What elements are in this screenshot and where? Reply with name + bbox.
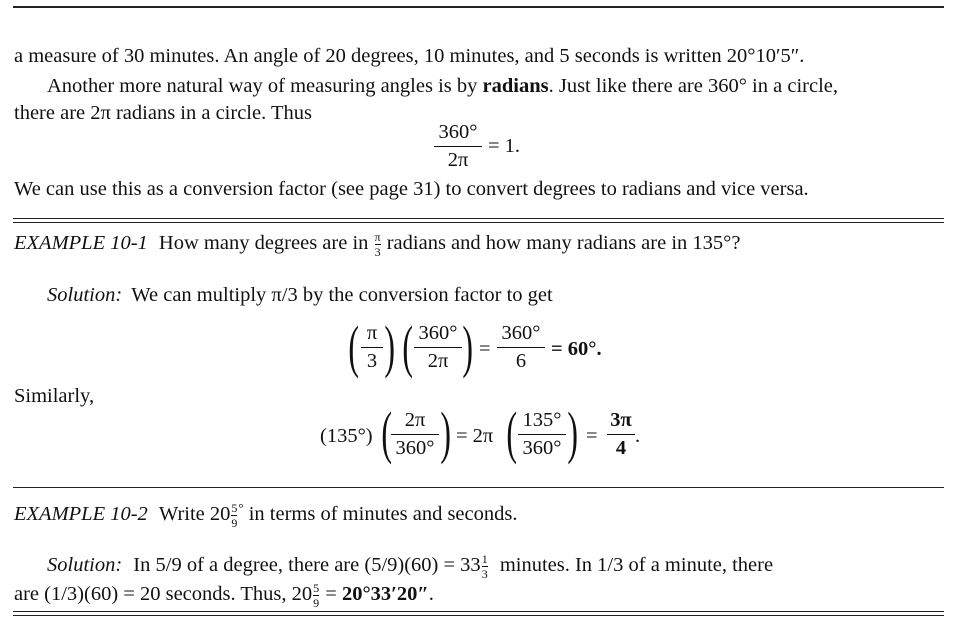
eq-a-frac-3 xyxy=(497,323,545,371)
five-ninths-fraction xyxy=(313,582,319,609)
solution-end: . xyxy=(428,583,434,606)
frac-den: 3 xyxy=(366,349,378,372)
intro-line-2-pre: Another more natural way of measuring angles is by xyxy=(47,75,483,97)
paren-open: ( xyxy=(506,400,517,465)
intro-line-3: there are 2π radians in a circle. Thus xyxy=(14,102,312,124)
frac-bar xyxy=(361,347,383,348)
conversion-denominator: 2π xyxy=(447,148,469,171)
frac-bar xyxy=(391,434,439,435)
example1-solution xyxy=(47,284,553,307)
example2-solution-line-2 xyxy=(14,582,434,609)
frac-den: 3 xyxy=(374,245,381,259)
example1-rule-bottom xyxy=(13,222,944,223)
example2-solution-line-1 xyxy=(47,553,773,580)
similarly-label: Similarly, xyxy=(14,385,95,407)
example1-question-pre: How many degrees are in xyxy=(158,232,369,255)
example2-question xyxy=(14,500,517,529)
eq-b-result-fraction xyxy=(607,410,635,458)
frac-bar xyxy=(497,347,545,348)
eq-b-mid: = 2π xyxy=(456,425,494,447)
intro-line-1: a measure of 30 minutes. An angle of 20 degrees, 10 minutes, and 5 seconds is written 20°10′5″. xyxy=(14,45,805,67)
conversion-rhs: = 1. xyxy=(488,135,521,157)
solution-line-2-equals: = xyxy=(325,583,337,606)
example2-question-post: in terms of minutes and seconds. xyxy=(248,502,518,525)
solution-line-1-pre: In 5/9 of a degree, there are (5/9)(60) = 33 xyxy=(133,554,481,577)
example1-question xyxy=(14,231,740,258)
pi-over-3-fraction xyxy=(375,231,381,258)
bottom-rule-bottom xyxy=(13,615,944,616)
eq-b-equals: = xyxy=(586,425,598,447)
frac-bar xyxy=(518,434,566,435)
frac-num: 5 xyxy=(313,581,320,595)
solution-text: We can multiply π/3 by the conversion factor to get xyxy=(131,284,553,306)
one-third-fraction xyxy=(482,553,488,580)
eq-a-result: = 60°. xyxy=(551,338,602,360)
conversion-numerator: 360° xyxy=(438,121,478,143)
bottom-rule-top xyxy=(13,611,944,612)
frac-den: 2π xyxy=(427,349,449,372)
paren-open: ( xyxy=(381,400,392,465)
paren-close: ) xyxy=(462,314,473,379)
frac-den: 360° xyxy=(395,436,435,459)
frac-num: 135° xyxy=(522,409,562,431)
eq-a-equals: = xyxy=(479,338,491,360)
frac-num: 2π xyxy=(404,409,426,431)
frac-den: 9 xyxy=(313,596,320,610)
example1-question-post: radians and how many radians are in 135°? xyxy=(386,232,741,255)
solution-result: 20°33′20″ xyxy=(341,583,429,606)
paren-open: ( xyxy=(348,314,359,379)
top-rule xyxy=(13,6,944,8)
example2-question-pre: Write 20 xyxy=(158,502,231,525)
paren-close: ) xyxy=(567,400,578,465)
frac-num: 1 xyxy=(481,552,488,566)
frac-num: 5 xyxy=(231,500,238,515)
eq-b-dot: . xyxy=(635,425,641,447)
example2-rule xyxy=(13,487,944,488)
paren-close: ) xyxy=(384,314,395,379)
fraction-bar xyxy=(434,146,482,147)
example1-label: EXAMPLE 10-1 xyxy=(14,232,148,255)
intro-line-2 xyxy=(47,75,838,98)
frac-num: π xyxy=(374,230,381,244)
eq-a-frac-2 xyxy=(414,323,462,371)
frac-num: 3π xyxy=(610,409,632,431)
degree-symbol: ° xyxy=(238,500,244,515)
frac-bar xyxy=(607,434,635,435)
solution-line-1-post: minutes. In 1/3 of a minute, there xyxy=(499,554,774,577)
frac-bar xyxy=(414,347,462,348)
example1-rule-top xyxy=(13,218,944,219)
frac-den: 9 xyxy=(231,515,238,530)
paren-close: ) xyxy=(440,400,451,465)
five-ninths-fraction xyxy=(231,502,237,529)
example2-label: EXAMPLE 10-2 xyxy=(14,502,148,525)
intro-line-4: We can use this as a conversion factor (see page 31) to convert degrees to radians and vice versa. xyxy=(14,178,809,200)
frac-num: 360° xyxy=(418,322,458,344)
intro-line-2-post: . Just like there are 360° in a circle, xyxy=(548,75,838,97)
eq-a-frac-1 xyxy=(361,323,383,371)
radians-term: radians xyxy=(482,75,549,97)
eq-b-frac-1 xyxy=(391,410,439,458)
solution-label: Solution: xyxy=(47,284,123,306)
paren-open: ( xyxy=(402,314,413,379)
eq-b-frac-2 xyxy=(518,410,566,458)
conversion-fraction xyxy=(434,122,482,170)
solution-line-2-pre: are (1/3)(60) = 20 seconds. Thus, 20 xyxy=(14,583,313,606)
eq-b-lhs: (135°) xyxy=(320,425,373,447)
frac-den: 360° xyxy=(522,436,562,459)
frac-den: 6 xyxy=(515,349,527,372)
frac-num: 360° xyxy=(501,322,541,344)
frac-den: 3 xyxy=(481,567,488,581)
solution-label: Solution: xyxy=(47,554,123,577)
frac-num: π xyxy=(366,322,378,344)
frac-den: 4 xyxy=(615,436,627,459)
